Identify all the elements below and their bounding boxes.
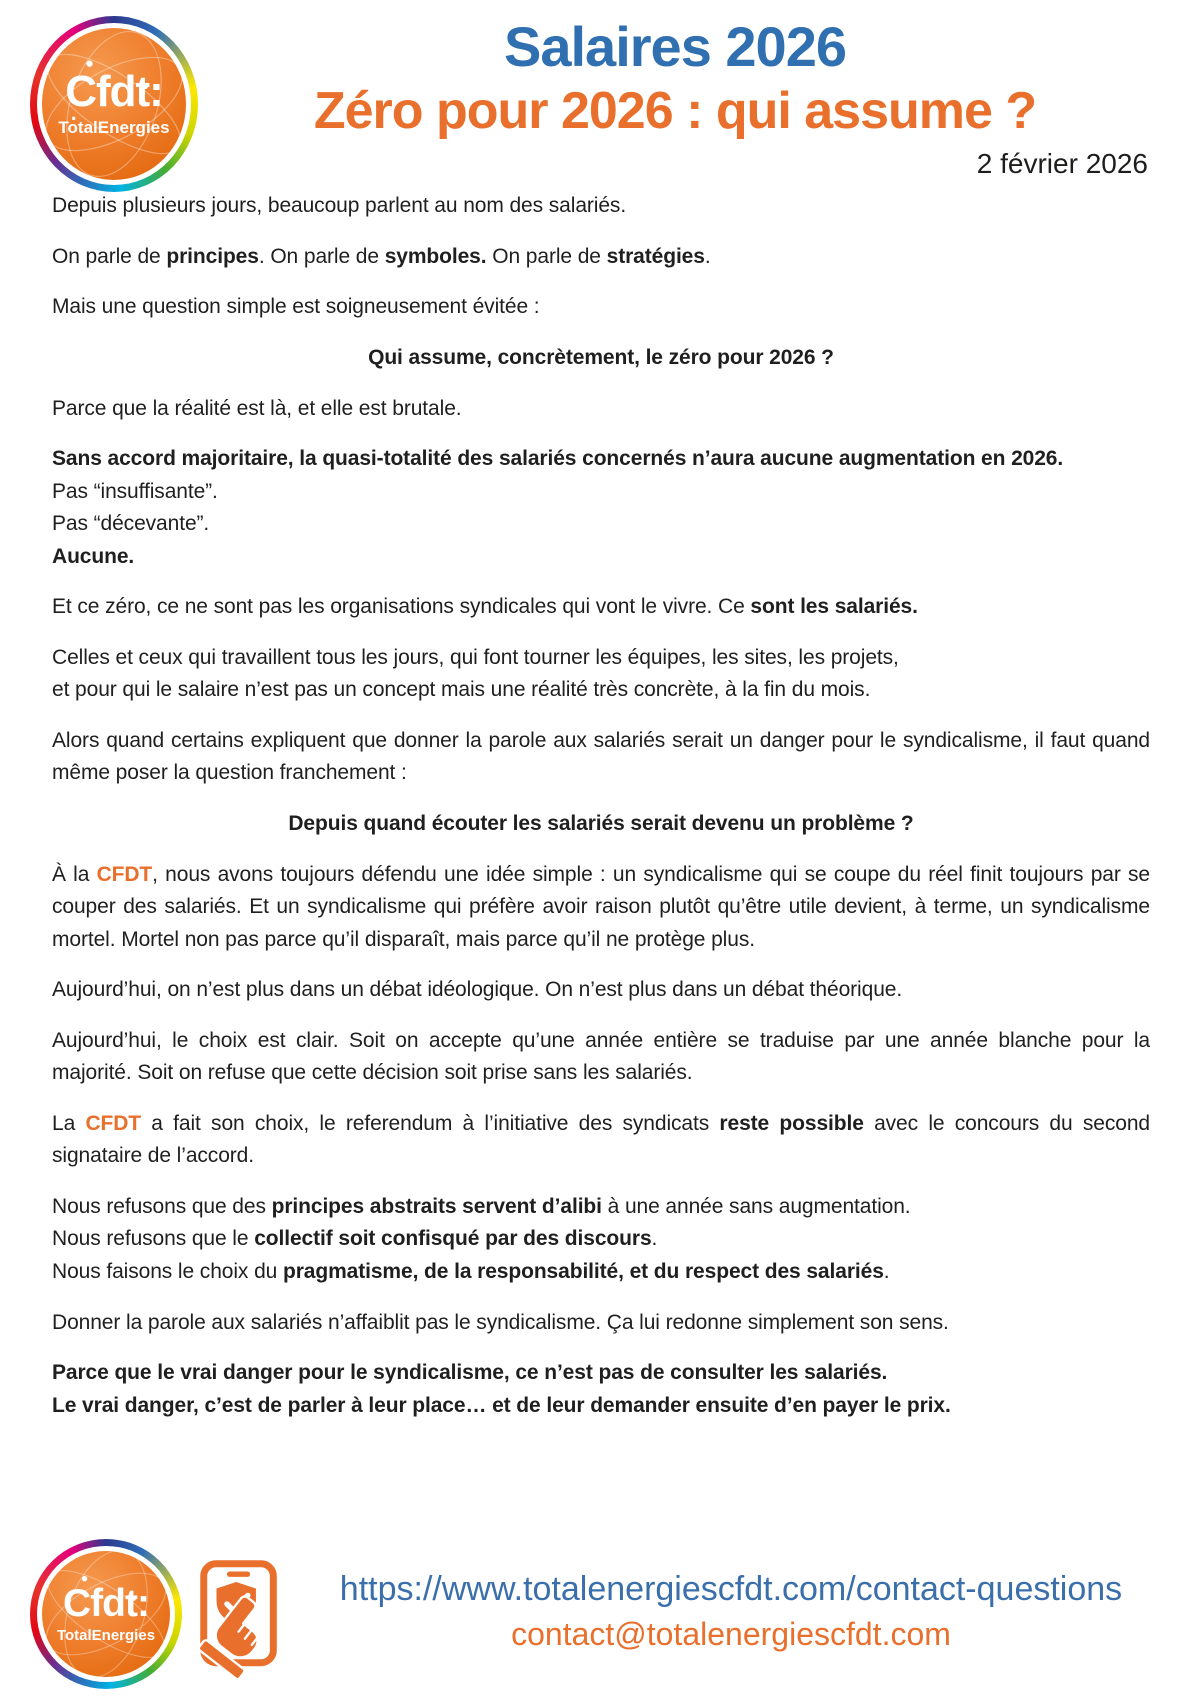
text-segment: , nous avons toujours défendu une idée simple : un syndicalisme qui se coupe du réel finit toujours par se couper des salariés. Et un syndicalisme qui préfère avoir raison plutôt qu’être utile devient, à terme, un syndicalisme mortel. Mortel non pas parce qu’il disparaît, mais parce qu’il ne protège plus.: [52, 862, 1150, 951]
logo-subbrand-text: TotalEnergies: [56, 1627, 156, 1644]
text-segment: Parce que le vrai danger pour le syndicalisme, ce n’est pas de consulter les salariés.: [52, 1361, 888, 1385]
text-segment: Pas “décevante”.: [52, 512, 210, 536]
text-segment: a fait son choix, le referendum à l’initiative des syndicats: [141, 1111, 720, 1135]
footer: [30, 1538, 1150, 1690]
text-segment: Depuis plusieurs jours, beaucoup parlent au nom des salariés.: [52, 194, 627, 218]
text-segment: .: [704, 244, 711, 268]
text-segment: Aucune.: [52, 544, 135, 568]
text-segment: On parle de: [486, 244, 607, 268]
cfdt-totalenergies-logo: [30, 16, 198, 192]
text-segment: principes: [166, 244, 259, 268]
paragraph: [52, 190, 1150, 223]
text-segment: .: [651, 1227, 658, 1251]
logo-subbrand-text: TotalEnergies: [58, 118, 170, 137]
text-segment: avec le concours du second signataire de l’accord.: [52, 1111, 1150, 1168]
text-segment: Nous refusons que des: [52, 1194, 272, 1218]
contact-email-link[interactable]: contact@totalenergiescfdt.com: [511, 1616, 951, 1653]
text-segment: Pas “insuffisante”.: [52, 479, 218, 503]
text-segment: Celles et ceux qui travaillent tous les jours, qui font tourner les équipes, les sites, les projets,: [52, 645, 899, 669]
document-date: 2 février 2026: [976, 148, 1148, 180]
cfdt-totalenergies-logo-footer: [30, 1539, 182, 1689]
text-segment: Nous refusons que le: [52, 1227, 255, 1251]
paragraph: [52, 808, 1150, 841]
text-segment: Depuis quand écouter les salariés serait devenu un problème ?: [288, 811, 914, 835]
text-segment: Le vrai danger, c’est de parler à leur place… et de leur demander ensuite d’en payer le prix.: [52, 1393, 951, 1417]
text-segment: Sans accord majoritaire, la quasi-totalité des salariés concernés n’aura aucune augmentation en 2026.: [52, 447, 1064, 471]
paragraph: [52, 974, 1150, 1007]
paragraph: [52, 1025, 1150, 1090]
logo-brand-text: Cfdt:: [65, 67, 163, 116]
text-segment: . On parle de: [258, 244, 385, 268]
logo-core: [42, 1551, 170, 1677]
header: [0, 0, 1200, 180]
text-segment: Qui assume, concrètement, le zéro pour 2026 ?: [368, 345, 834, 369]
paragraph: [52, 1307, 1150, 1340]
text-segment: Aujourd’hui, on n’est plus dans un débat idéologique. On n’est plus dans un débat théorique.: [52, 978, 903, 1002]
text-segment: .: [883, 1259, 890, 1283]
paragraph: [52, 1191, 1150, 1289]
text-segment: On parle de: [52, 244, 167, 268]
logo-core: [42, 28, 186, 180]
paragraph: [52, 725, 1150, 790]
text-segment: Donner la parole aux salariés n’affaiblit pas le syndicalisme. Ça lui redonne simplement son sens.: [52, 1310, 949, 1334]
contact-questions-link[interactable]: https://www.totalenergiescfdt.com/contact-questions: [339, 1569, 1123, 1608]
phone-shield-check-tap-icon: [196, 1543, 312, 1685]
text-segment: à une année sans augmentation.: [601, 1194, 911, 1218]
paragraph: [52, 241, 1150, 274]
text-segment: Et ce zéro, ce ne sont pas les organisations syndicales qui vont le vivre. Ce: [52, 595, 751, 619]
paragraph: [52, 1108, 1150, 1173]
text-segment: stratégies: [606, 244, 705, 268]
text-segment: Aujourd’hui, le choix est clair. Soit on accepte qu’une année entière se traduise par une année blanche pour la majorité. Soit on refuse que cette décision soit prise sans les salariés.: [52, 1028, 1150, 1085]
paragraph: [52, 591, 1150, 624]
text-segment: Nous faisons le choix du: [52, 1259, 283, 1283]
text-segment: Mais une question simple est soigneusement évitée :: [52, 295, 540, 319]
paragraph: [52, 393, 1150, 426]
text-segment: collectif soit confisqué par des discours: [254, 1227, 652, 1251]
footer-links: [312, 1568, 1150, 1661]
text-segment: pragmatisme, de la responsabilité, et du respect des salariés: [282, 1259, 884, 1283]
text-segment: reste possible: [719, 1111, 864, 1135]
text-segment: et pour qui le salaire n’est pas un concept mais une réalité très concrète, à la fin du mois.: [52, 678, 871, 702]
text-segment: CFDT: [85, 1111, 142, 1135]
logo-brand-text: Cfdt:: [63, 1582, 149, 1625]
paragraph: [52, 1357, 1150, 1422]
text-segment: CFDT: [96, 862, 153, 886]
text-segment: sont les salariés.: [750, 595, 918, 619]
paragraph: [52, 291, 1150, 324]
text-segment: principes abstraits servent d’alibi: [271, 1194, 602, 1218]
page-title: Salaires 2026: [504, 15, 846, 78]
paragraph: [52, 443, 1150, 573]
paragraph: [52, 642, 1150, 707]
text-segment: À la: [52, 862, 97, 886]
text-segment: La: [52, 1111, 86, 1135]
paragraph: [52, 342, 1150, 375]
text-segment: symboles.: [384, 244, 487, 268]
text-segment: Alors quand certains expliquent que donner la parole aux salariés serait un danger pour le syndicalisme, il faut quand même poser la question franchement :: [52, 728, 1150, 785]
page-subtitle: Zéro pour 2026 : qui assume ?: [313, 82, 1037, 141]
body-paragraphs: [0, 180, 1200, 1422]
text-segment: Parce que la réalité est là, et elle est brutale.: [52, 396, 462, 420]
paragraph: [52, 859, 1150, 957]
